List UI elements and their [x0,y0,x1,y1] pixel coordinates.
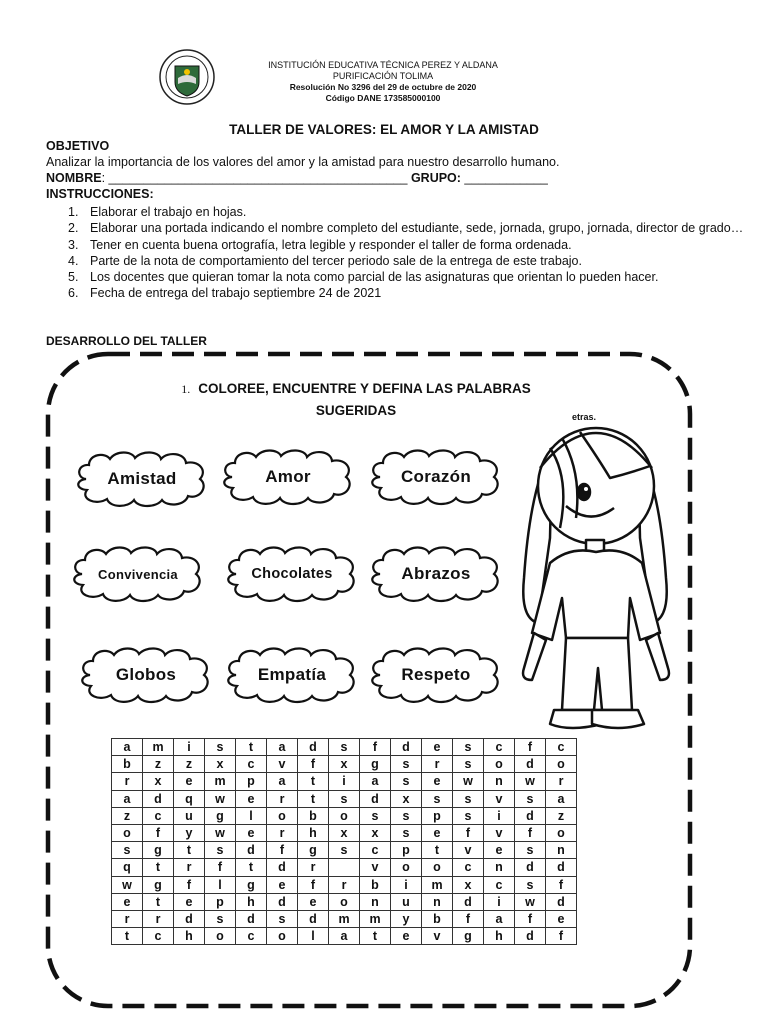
word-cloud: Amistad [72,448,212,510]
grid-cell: t [143,893,174,910]
grid-cell: x [205,756,236,773]
grid-cell: d [236,842,267,859]
grid-cell: s [391,807,422,824]
grid-cell: d [236,910,267,927]
resolution-text: Resolución No 3296 del 29 de octubre de 2020 [289,82,477,92]
grid-cell: s [205,910,236,927]
grid-cell: e [391,928,422,945]
grid-cell: w [205,824,236,841]
grid-cell: t [143,859,174,876]
grid-cell: o [329,893,360,910]
grupo-field[interactable]: ____________ [464,171,548,185]
grid-cell: e [422,773,453,790]
grid-cell: r [329,876,360,893]
grid-cell: z [143,756,174,773]
grid-cell: t [112,928,143,945]
grid-cell: e [298,893,329,910]
grid-cell: c [484,739,515,756]
grid-cell: t [236,739,267,756]
grid-cell: f [143,824,174,841]
grid-cell: h [236,893,267,910]
grid-cell: d [515,928,546,945]
grid-cell: s [391,824,422,841]
grid-cell: s [329,790,360,807]
grid-cell: q [112,859,143,876]
grid-cell: p [422,807,453,824]
grid-cell: s [453,790,484,807]
grid-cell: m [329,910,360,927]
grid-cell: b [298,807,329,824]
grid-cell: o [484,756,515,773]
grid-cell: e [174,773,205,790]
grid-cell: s [267,910,298,927]
grid-cell: a [546,790,577,807]
grid-cell: o [546,824,577,841]
grid-cell: w [112,876,143,893]
word-cloud: Chocolates [222,543,362,605]
grid-cell: d [143,790,174,807]
grid-cell: h [298,824,329,841]
grid-cell: f [546,876,577,893]
grid-cell: z [546,807,577,824]
school-header [230,60,536,104]
instruction-item: 1. Elaborar el trabajo en hojas. [68,205,247,219]
grid-cell: l [205,876,236,893]
grid-row [112,807,577,824]
document-title: TALLER DE VALORES: EL AMOR Y LA AMISTAD [229,122,539,137]
grid-cell: v [484,824,515,841]
grid-cell: u [391,893,422,910]
city-name: PURIFICACIÓN TOLIMA [332,71,434,81]
grid-cell: h [174,928,205,945]
grid-cell: r [112,910,143,927]
grid-cell: c [360,842,391,859]
grid-cell: a [360,773,391,790]
grid-cell: d [267,859,298,876]
grid-cell: e [236,824,267,841]
grid-cell: s [112,842,143,859]
exercise-title-line1: COLOREE, ENCUENTRE Y DEFINA LAS PALABRAS [198,381,531,396]
nombre-field[interactable]: : ___________________________________________ [101,171,408,185]
grid-row [112,876,577,893]
grid-cell: s [205,842,236,859]
grid-cell: l [236,807,267,824]
grid-cell: e [267,876,298,893]
grid-cell: g [143,876,174,893]
grid-cell: d [453,893,484,910]
grid-cell: o [422,859,453,876]
grid-row [112,842,577,859]
grid-cell: t [236,859,267,876]
word-cloud: Respeto [366,644,506,706]
grid-cell: o [112,824,143,841]
grid-cell: x [143,773,174,790]
grid-cell: r [174,859,205,876]
grid-cell: f [174,876,205,893]
grid-cell: s [329,842,360,859]
grid-cell: l [298,928,329,945]
grid-cell: e [484,842,515,859]
word-cloud: Amor [218,446,358,508]
grid-cell: f [205,859,236,876]
grid-cell: w [515,893,546,910]
grid-cell: f [360,739,391,756]
grid-cell: w [205,790,236,807]
grid-cell: t [298,790,329,807]
exercise-number: 1. [181,382,191,396]
grid-cell: b [112,756,143,773]
grid-cell: s [515,842,546,859]
grid-cell: s [515,876,546,893]
grid-cell: r [422,756,453,773]
grid-cell: n [484,773,515,790]
exercise-title [140,378,572,421]
objective-label: OBJETIVO [46,139,110,153]
grid-cell: o [546,756,577,773]
grid-cell: d [360,790,391,807]
dane-code: Código DANE 173585000100 [325,93,441,103]
grid-cell: n [484,859,515,876]
grid-cell: r [298,859,329,876]
grid-cell: x [453,876,484,893]
grid-cell: x [329,756,360,773]
grid-cell: x [391,790,422,807]
grid-cell: a [267,739,298,756]
grid-cell: g [143,842,174,859]
grid-cell: n [422,893,453,910]
grid-cell: d [267,893,298,910]
grid-cell: g [453,928,484,945]
word-search-grid [111,738,577,945]
instructions-list [68,204,748,302]
grupo-label: GRUPO: [410,171,461,185]
instruction-item: 3. Tener en cuenta buena ortografía, letra legible y responder el taller de forma ordenada. [68,237,572,252]
grid-cell: y [391,910,422,927]
grid-row [112,859,577,876]
grid-cell: c [236,756,267,773]
nombre-label: NOMBRE [46,171,102,185]
grid-cell: f [515,739,546,756]
grid-cell: f [515,824,546,841]
grid-cell: f [298,876,329,893]
grid-cell: w [453,773,484,790]
grid-cell: t [422,842,453,859]
grid-row [112,739,577,756]
instructions-label: INSTRUCCIONES: [46,187,154,201]
grid-cell: f [546,928,577,945]
grid-cell: f [453,824,484,841]
grid-cell: g [236,876,267,893]
grid-cell: g [360,756,391,773]
grid-cell: s [329,739,360,756]
grid-cell: p [236,773,267,790]
grid-cell: x [360,824,391,841]
grid-cell: r [546,773,577,790]
grid-cell: r [267,824,298,841]
grid-cell: c [453,859,484,876]
grid-row [112,910,577,927]
instruction-item: 4. Parte de la nota de comportamiento del tercer periodo sale de la entrega de este trabajo. [68,253,582,268]
grid-cell: a [267,773,298,790]
cropped-text: etras. [572,412,597,422]
grid-cell: s [391,756,422,773]
grid-cell: g [298,842,329,859]
grid-row [112,928,577,945]
grid-cell: c [236,928,267,945]
grid-cell: v [484,790,515,807]
grid-cell: e [422,739,453,756]
grid-row [112,773,577,790]
grid-cell: s [360,807,391,824]
word-cloud: Abrazos [366,543,506,605]
grid-cell: o [267,807,298,824]
grid-cell: s [391,773,422,790]
grid-cell: s [453,756,484,773]
grid-cell: m [360,910,391,927]
grid-cell: o [205,928,236,945]
grid-cell: v [422,928,453,945]
grid-cell: x [329,824,360,841]
grid-cell: i [484,893,515,910]
word-cloud: Empatía [222,644,362,706]
grid-cell: t [174,842,205,859]
grid-row [112,824,577,841]
instruction-item: 2. Elaborar una portada indicando el nombre completo del estudiante, sede, jornada, grupo, jornada, director de grado… [68,221,744,236]
grid-cell: a [112,739,143,756]
grid-cell: n [546,842,577,859]
grid-cell: v [360,859,391,876]
grid-cell: i [391,876,422,893]
grid-cell [329,859,360,876]
word-cloud: Corazón [366,446,506,508]
exercise-title-line2: SUGERIDAS [315,403,397,418]
grid-cell: e [546,910,577,927]
instruction-item: 5. Los docentes que quieran tomar la nota como parcial de las asignaturas que orientan lo pueden hacer. [68,270,659,285]
grid-row [112,790,577,807]
grid-cell: o [329,807,360,824]
grid-cell: i [484,807,515,824]
grid-cell: z [174,756,205,773]
grid-cell: a [484,910,515,927]
grid-cell: o [267,928,298,945]
grid-cell: f [267,842,298,859]
grid-cell: d [298,739,329,756]
grid-cell: f [515,910,546,927]
grid-cell: p [391,842,422,859]
grid-cell: d [546,893,577,910]
grid-cell: s [205,739,236,756]
development-label: DESARROLLO DEL TALLER [46,334,207,348]
grid-cell: d [515,807,546,824]
word-cloud: Convivencia [68,543,208,605]
grid-cell: b [422,910,453,927]
grid-cell: v [267,756,298,773]
grid-cell: q [174,790,205,807]
grid-cell: d [298,910,329,927]
grid-cell: i [174,739,205,756]
grid-cell: w [515,773,546,790]
grid-cell: e [236,790,267,807]
grid-cell: m [205,773,236,790]
grid-cell: f [298,756,329,773]
grid-cell: m [422,876,453,893]
institution-name: INSTITUCIÓN EDUCATIVA TÉCNICA PEREZ Y ALDANA [268,60,498,70]
girl-illustration [510,418,680,740]
grid-cell: o [391,859,422,876]
objective-text: Analizar la importancia de los valores del amor y la amistad para nuestro desarrollo humano. [46,155,560,169]
grid-cell: f [453,910,484,927]
grid-cell: c [143,928,174,945]
grid-cell: a [112,790,143,807]
name-line [46,171,548,185]
grid-row [112,893,577,910]
grid-cell: d [515,756,546,773]
grid-cell: e [112,893,143,910]
school-logo [158,48,216,106]
grid-cell: c [484,876,515,893]
grid-cell: b [360,876,391,893]
grid-cell: h [484,928,515,945]
grid-cell: s [453,739,484,756]
grid-cell: r [112,773,143,790]
grid-row [112,756,577,773]
grid-cell: i [329,773,360,790]
grid-cell: u [174,807,205,824]
instruction-item: 6. Fecha de entrega del trabajo septiembre 24 de 2021 [68,286,382,301]
grid-cell: d [546,859,577,876]
grid-cell: a [329,928,360,945]
grid-cell: t [360,928,391,945]
grid-cell: r [267,790,298,807]
grid-cell: d [174,910,205,927]
grid-cell: s [515,790,546,807]
grid-cell: e [422,824,453,841]
grid-cell: e [174,893,205,910]
grid-cell: t [298,773,329,790]
grid-cell: d [515,859,546,876]
grid-cell: c [143,807,174,824]
grid-cell: y [174,824,205,841]
grid-cell: s [453,807,484,824]
grid-cell: p [205,893,236,910]
grid-cell: m [143,739,174,756]
grid-cell: g [205,807,236,824]
grid-cell: c [546,739,577,756]
grid-cell: r [143,910,174,927]
grid-cell: z [112,807,143,824]
grid-cell: s [422,790,453,807]
grid-cell: v [453,842,484,859]
grid-cell: d [391,739,422,756]
word-cloud: Globos [76,644,216,706]
grid-cell: n [360,893,391,910]
